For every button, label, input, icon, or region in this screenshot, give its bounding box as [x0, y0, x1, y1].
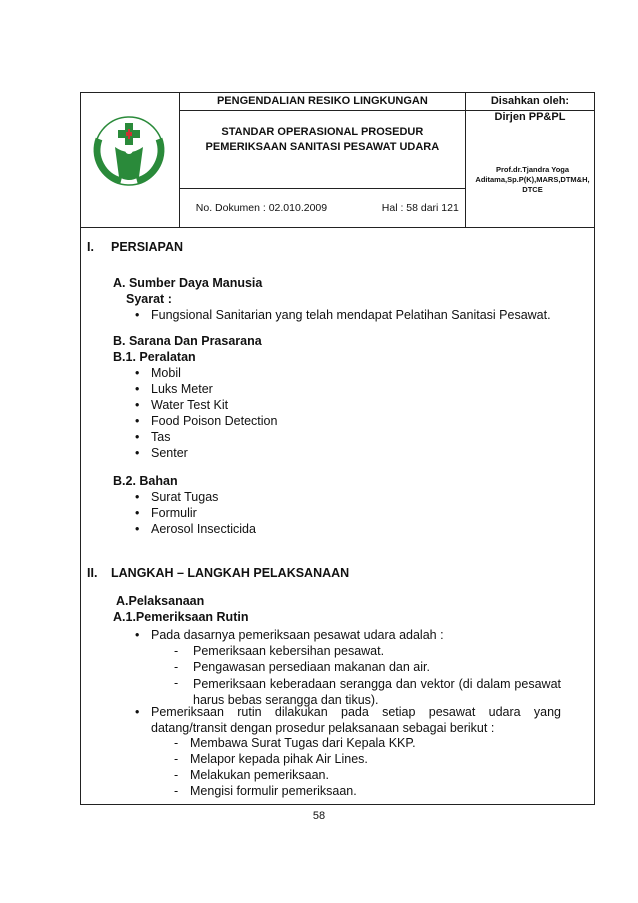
list-item: • Water Test Kit [151, 398, 228, 412]
section-2-number: II. [87, 566, 98, 580]
document-number: No. Dokumen : 02.010.2009 [195, 202, 328, 214]
subsection-a1-title: A.1.Pemeriksaan Rutin [113, 610, 249, 624]
dash-marker: - [174, 736, 179, 750]
list-item: Membawa Surat Tugas dari Kepala KKP. [190, 736, 416, 750]
approver-title: Dirjen PP&PL [494, 111, 566, 123]
list-item: • Tas [151, 430, 170, 444]
list-item: • Mobil [151, 366, 181, 380]
dash-marker: - [174, 752, 179, 766]
list-item: Melapor kepada pihak Air Lines. [190, 752, 368, 766]
list-item: • Aerosol Insecticida [151, 522, 256, 536]
sop-title [179, 111, 465, 189]
section-1-number: I. [87, 240, 94, 254]
list-item: • Fungsional Sanitarian yang telah mendapat Pelatihan Sanitasi Pesawat. [151, 308, 551, 322]
list-item: Pemeriksaan keberadaan serangga dan vektor (di dalam pesawat harus bebas serangga dan tikus). [193, 677, 561, 707]
list-item: • Formulir [151, 506, 197, 520]
sop-line-1: STANDAR OPERASIONAL PROSEDUR [221, 126, 424, 138]
page-of: Hal : 58 dari 121 [381, 202, 459, 214]
list-item: • Senter [151, 446, 188, 460]
section-1-title: PERSIAPAN [111, 240, 184, 254]
section-2-title: LANGKAH – LANGKAH PELAKSANAAN [111, 566, 350, 580]
list-item: Mengisi formulir pemeriksaan. [190, 784, 357, 798]
subsection-a-title: A. Sumber Daya Manusia [113, 276, 263, 290]
page-number: 58 [312, 810, 326, 822]
header-title: PENGENDALIAN RESIKO LINGKUNGAN [179, 93, 465, 111]
approved-by-label: Disahkan oleh: [465, 93, 594, 111]
signature-line-2: Aditama,Sp.P(K),MARS,DTM&H, [475, 175, 590, 184]
list-item: • Pemeriksaan rutin dilakukan pada setiap pesawat udara yang datang/transit dengan prosedur pelaksanaan sebagai berikut : [151, 704, 561, 736]
syarat-label: Syarat : [126, 292, 172, 306]
dash-marker: - [174, 644, 179, 658]
signature-line-3: DTCE [522, 185, 543, 194]
list-item: Pemeriksaan kebersihan pesawat. [193, 644, 385, 658]
bakti-husada-logo [81, 93, 178, 213]
dash-marker: - [174, 768, 179, 782]
dash-marker: - [174, 784, 179, 798]
subsection-a-title: A.Pelaksanaan [116, 594, 205, 608]
list-item: • Food Poison Detection [151, 414, 277, 428]
subsection-b1-title: B.1. Peralatan [113, 350, 196, 364]
list-item: • Surat Tugas [151, 490, 218, 504]
signature-line-1: Prof.dr.Tjandra Yoga [495, 165, 570, 174]
dash-marker: - [174, 660, 179, 674]
list-item: Pengawasan persediaan makanan dan air. [193, 660, 430, 674]
subsection-b-title: B. Sarana Dan Prasarana [113, 334, 262, 348]
dash-marker: - [174, 676, 179, 690]
subsection-b2-title: B.2. Bahan [113, 474, 178, 488]
logo-cell [81, 93, 180, 228]
approver-signature-name [470, 165, 595, 195]
list-item: Melakukan pemeriksaan. [190, 768, 329, 782]
document-header-table [80, 92, 595, 228]
list-item: • Pada dasarnya pemeriksaan pesawat udara adalah : [151, 628, 444, 642]
list-item: • Luks Meter [151, 382, 213, 396]
sop-line-2: PEMERIKSAAN SANITASI PESAWAT UDARA [205, 141, 440, 153]
